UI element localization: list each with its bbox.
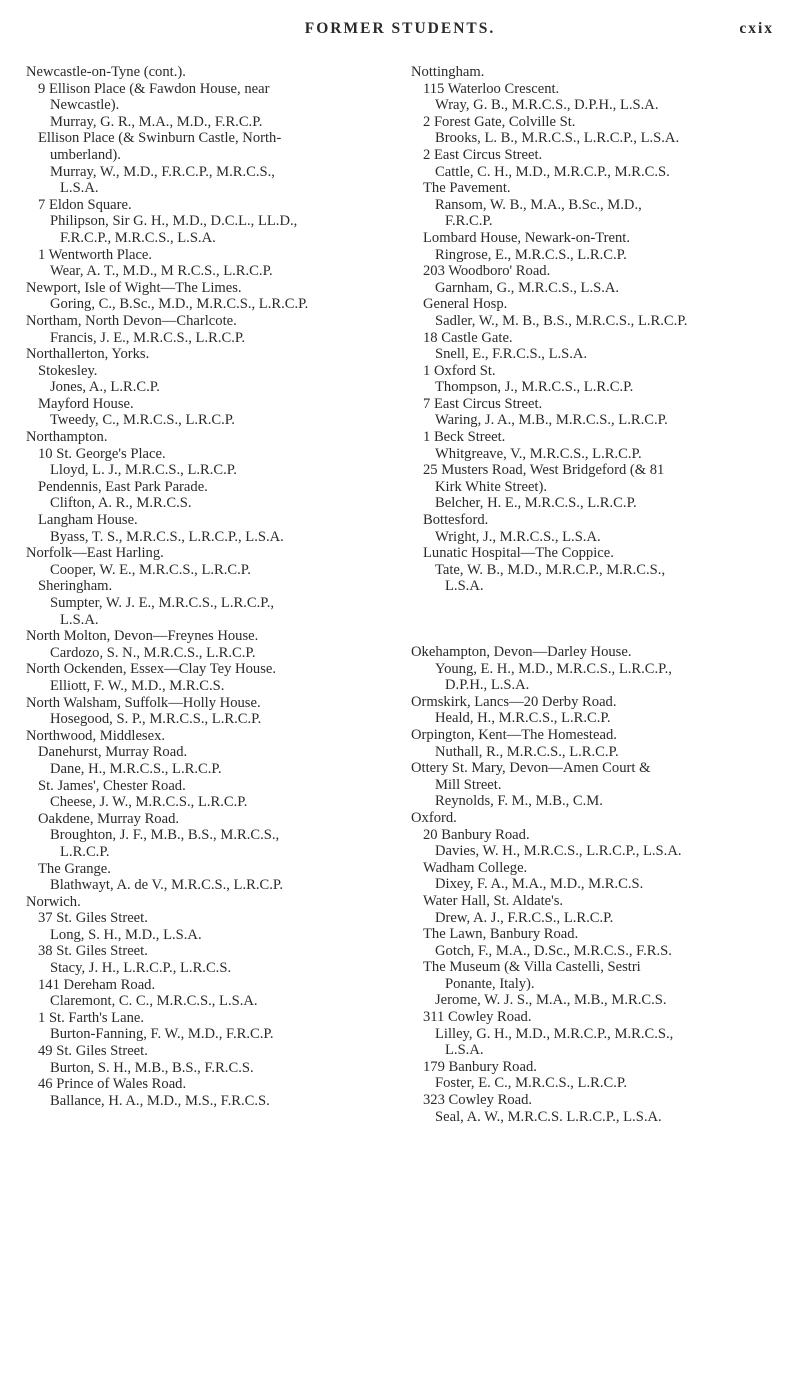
entry-line: Garnham, G., M.R.C.S., L.S.A.	[435, 279, 620, 296]
entry-line: Jones, A., L.R.C.P.	[50, 379, 160, 396]
entry-line: 37 St. Giles Street.	[38, 910, 148, 927]
entry-line: Norfolk—East Harling.	[26, 545, 164, 562]
entry-line: 7 East Circus Street.	[423, 395, 543, 412]
entry-line: Long, S. H., M.D., L.S.A.	[50, 926, 202, 943]
entry-line: 49 St. Giles Street.	[38, 1043, 148, 1060]
entry-line: Davies, W. H., M.R.C.S., L.R.C.P., L.S.A.	[435, 843, 682, 860]
entry-line: Dixey, F. A., M.A., M.D., M.R.C.S.	[435, 876, 644, 893]
entry-line: Broughton, J. F., M.B., B.S., M.R.C.S.,	[50, 827, 280, 844]
entry-line: 311 Cowley Road.	[423, 1009, 532, 1026]
entry-line: Northam, North Devon—Charlcote.	[26, 312, 237, 329]
entry-line: Wright, J., M.R.C.S., L.S.A.	[435, 528, 601, 545]
entry-line: Stokesley.	[38, 362, 98, 379]
entry-line: Tweedy, C., M.R.C.S., L.R.C.P.	[50, 412, 235, 429]
entry-line: Snell, E., F.R.C.S., L.S.A.	[435, 346, 588, 363]
entry-line: Lombard House, Newark-on-Trent.	[423, 229, 630, 246]
entry-line: 323 Cowley Road.	[423, 1092, 533, 1109]
entry-line: 10 St. George's Place.	[38, 445, 166, 462]
entry-line: 46 Prince of Wales Road.	[38, 1076, 187, 1093]
entry-line: Byass, T. S., M.R.C.S., L.R.C.P., L.S.A.	[50, 528, 284, 545]
entry-line: 2 East Circus Street.	[423, 146, 543, 163]
entry-line: 141 Dereham Road.	[38, 976, 156, 993]
entry-line: Clifton, A. R., M.R.C.S.	[50, 495, 192, 512]
left-column	[26, 64, 396, 1109]
entry-line: The Lawn, Banbury Road.	[423, 926, 579, 943]
entry-line: F.R.C.P., M.R.C.S., L.S.A.	[60, 229, 216, 246]
entry-line: Murray, W., M.D., F.R.C.P., M.R.C.S.,	[50, 163, 275, 180]
entry-line: Danehurst, Murray Road.	[38, 744, 188, 761]
entry-line: 2 Forest Gate, Colville St.	[423, 113, 576, 130]
entry-line: Oxford.	[411, 809, 457, 826]
entry-line: Drew, A. J., F.R.C.S., L.R.C.P.	[435, 909, 614, 926]
entry-line: Ransom, W. B., M.A., B.Sc., M.D.,	[435, 196, 642, 213]
entry-line: The Grange.	[38, 860, 111, 877]
running-title: FORMER STUDENTS.	[304, 20, 496, 37]
entry-line: Sadler, W., M. B., B.S., M.R.C.S., L.R.C.P.	[435, 312, 688, 329]
entry-line: L.S.A.	[445, 1042, 484, 1059]
entry-line: Newcastle).	[50, 97, 120, 114]
entry-line: umberland).	[50, 146, 121, 163]
entry-line: Ormskirk, Lancs—20 Derby Road.	[411, 693, 617, 710]
entry-line: Burton-Fanning, F. W., M.D., F.R.C.P.	[50, 1026, 274, 1043]
entry-line: North Walsham, Suffolk—Holly House.	[26, 694, 261, 711]
entry-line: Wear, A. T., M.D., M R.C.S., L.R.C.P.	[50, 263, 273, 280]
entry-line: Water Hall, St. Aldate's.	[423, 892, 564, 909]
entry-line: Waring, J. A., M.B., M.R.C.S., L.R.C.P.	[435, 412, 668, 429]
entry-line: Claremont, C. C., M.R.C.S., L.S.A.	[50, 993, 258, 1010]
page-number: cxix	[739, 20, 774, 37]
entry-line: Jerome, W. J. S., M.A., M.B., M.R.C.S.	[435, 992, 667, 1009]
entry-line: Dane, H., M.R.C.S., L.R.C.P.	[50, 760, 222, 777]
entry-line: 38 St. Giles Street.	[38, 943, 148, 960]
entry-line: St. James', Chester Road.	[38, 777, 186, 794]
entry-line: D.P.H., L.S.A.	[445, 677, 530, 694]
entry-line: 1 Oxford St.	[423, 362, 496, 379]
entry-line: Cattle, C. H., M.D., M.R.C.P., M.R.C.S.	[435, 163, 670, 180]
entry-line: Cardozo, S. N., M.R.C.S., L.R.C.P.	[50, 644, 256, 661]
entry-line: Philipson, Sir G. H., M.D., D.C.L., LL.D.,	[50, 213, 298, 230]
entry-line: 1 Beck Street.	[423, 429, 506, 446]
entry-line: L.S.A.	[445, 578, 484, 595]
right-column-bottom-section	[411, 644, 783, 1125]
entry-line: Belcher, H. E., M.R.C.S., L.R.C.P.	[435, 495, 637, 512]
entry-line: Cheese, J. W., M.R.C.S., L.R.C.P.	[50, 794, 248, 811]
entry-line: Gotch, F., M.A., D.Sc., M.R.C.S., F.R.S.	[435, 942, 672, 959]
entry-line: Goring, C., B.Sc., M.D., M.R.C.S., L.R.C.P.	[50, 296, 309, 313]
entry-line: North Molton, Devon—Freynes House.	[26, 628, 259, 645]
entry-line: 1 St. Farth's Lane.	[38, 1009, 144, 1026]
entry-line: Stacy, J. H., L.R.C.P., L.R.C.S.	[50, 960, 232, 977]
entry-line: Oakdene, Murray Road.	[38, 810, 180, 827]
entry-line: Blathwayt, A. de V., M.R.C.S., L.R.C.P.	[50, 877, 283, 894]
entry-line: Newport, Isle of Wight—The Limes.	[26, 279, 242, 296]
entry-line: 20 Banbury Road.	[423, 826, 530, 843]
section-gap	[411, 595, 783, 644]
entry-line: Northwood, Middlesex.	[26, 727, 166, 744]
entry-line: Ponante, Italy).	[445, 975, 535, 992]
running-header	[0, 20, 800, 44]
entry-line: Ballance, H. A., M.D., M.S., F.R.C.S.	[50, 1092, 270, 1109]
entry-line: Okehampton, Devon—Darley House.	[411, 644, 632, 660]
entry-line: Tate, W. B., M.D., M.R.C.P., M.R.C.S.,	[435, 561, 666, 578]
entry-line: Sumpter, W. J. E., M.R.C.S., L.R.C.P.,	[50, 595, 275, 611]
entry-line: Kirk White Street).	[435, 478, 547, 495]
entry-line: 1 Wentworth Place.	[38, 246, 153, 263]
entry-line: Ringrose, E., M.R.C.S., L.R.C.P.	[435, 246, 627, 263]
entry-line: 7 Eldon Square.	[38, 196, 132, 213]
entry-line: Elliott, F. W., M.D., M.R.C.S.	[50, 677, 225, 694]
entry-line: Wadham College.	[423, 859, 528, 876]
entry-line: North Ockenden, Essex—Clay Tey House.	[26, 661, 276, 678]
entry-line: Seal, A. W., M.R.C.S. L.R.C.P., L.S.A.	[435, 1108, 662, 1125]
entry-line: Francis, J. E., M.R.C.S., L.R.C.P.	[50, 329, 246, 346]
entry-line: Lloyd, L. J., M.R.C.S., L.R.C.P.	[50, 462, 237, 479]
entry-line: 179 Banbury Road.	[423, 1058, 537, 1075]
entry-line: Lilley, G. H., M.D., M.R.C.P., M.R.C.S.,	[435, 1025, 674, 1042]
entry-line: L.R.C.P.	[60, 843, 110, 860]
entry-line: Orpington, Kent—The Homestead.	[411, 726, 617, 743]
entry-line: L.S.A.	[60, 611, 99, 628]
entry-line: Northampton.	[26, 429, 108, 446]
entry-line: Pendennis, East Park Parade.	[38, 478, 208, 495]
entry-line: Burton, S. H., M.B., B.S., F.R.C.S.	[50, 1059, 254, 1076]
entry-line: Cooper, W. E., M.R.C.S., L.R.C.P.	[50, 561, 251, 578]
entry-line: Young, E. H., M.D., M.R.C.S., L.R.C.P.,	[435, 660, 672, 677]
entry-line: Sheringham.	[38, 578, 113, 595]
entry-line: Heald, H., M.R.C.S., L.R.C.P.	[435, 710, 611, 727]
entry-line: Bottesford.	[423, 512, 489, 529]
entry-line: Thompson, J., M.R.C.S., L.R.C.P.	[435, 379, 634, 396]
entry-line: Whitgreave, V., M.R.C.S., L.R.C.P.	[435, 445, 642, 462]
entry-line: F.R.C.P.	[445, 213, 493, 230]
entry-line: Mayford House.	[38, 395, 134, 412]
entry-line: Hosegood, S. P., M.R.C.S., L.R.C.P.	[50, 711, 262, 728]
entry-line: Brooks, L. B., M.R.C.S., L.R.C.P., L.S.A.	[435, 130, 680, 147]
entry-line: L.S.A.	[60, 180, 99, 197]
entry-line: Mill Street.	[435, 776, 502, 793]
entry-line: Ellison Place (& Swinburn Castle, North-	[38, 130, 282, 147]
entry-line: The Museum (& Villa Castelli, Sestri	[423, 959, 641, 976]
entry-line: Lunatic Hospital—The Coppice.	[423, 545, 614, 562]
entry-line: 25 Musters Road, West Bridgeford (& 81	[423, 462, 665, 479]
entry-line: Nottingham.	[411, 64, 485, 80]
entry-line: Wray, G. B., M.R.C.S., D.P.H., L.S.A.	[435, 97, 659, 114]
entry-line: 9 Ellison Place (& Fawdon House, near	[38, 80, 270, 97]
entry-line: General Hosp.	[423, 296, 508, 313]
entry-line: Reynolds, F. M., M.B., C.M.	[435, 793, 603, 810]
entry-line: 203 Woodboro' Road.	[423, 263, 551, 280]
entry-line: 115 Waterloo Crescent.	[423, 80, 560, 97]
entry-line: The Pavement.	[423, 180, 511, 197]
entry-line: Langham House.	[38, 512, 138, 529]
entry-line: Northallerton, Yorks.	[26, 346, 150, 363]
entry-line: Norwich.	[26, 893, 81, 910]
entry-line: Murray, G. R., M.A., M.D., F.R.C.P.	[50, 113, 263, 130]
entry-line: Nuthall, R., M.R.C.S., L.R.C.P.	[435, 743, 619, 760]
entry-line: Foster, E. C., M.R.C.S., L.R.C.P.	[435, 1075, 628, 1092]
entry-line: Newcastle-on-Tyne (cont.).	[26, 64, 186, 80]
entry-line: 18 Castle Gate.	[423, 329, 513, 346]
right-column	[411, 64, 783, 1125]
entry-line: Ottery St. Mary, Devon—Amen Court &	[411, 760, 651, 777]
right-column-top-section	[411, 64, 783, 595]
